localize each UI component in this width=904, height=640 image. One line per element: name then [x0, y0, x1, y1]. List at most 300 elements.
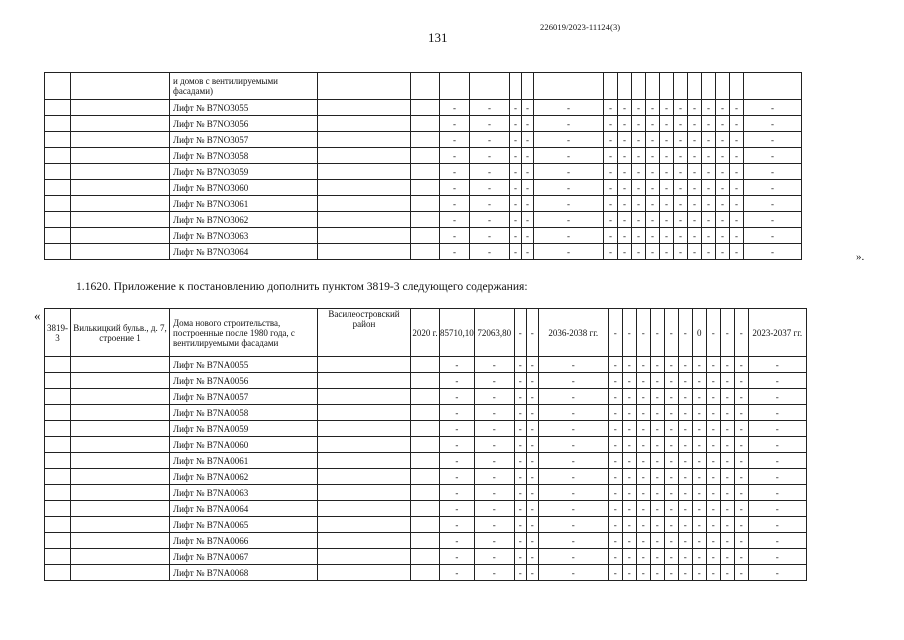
empty-cell — [318, 421, 411, 437]
dash-cell: - — [470, 164, 510, 180]
dash-cell: - — [702, 100, 716, 116]
dash-cell: - — [706, 453, 720, 469]
dash-cell: - — [440, 517, 475, 533]
dash-cell: - — [688, 228, 702, 244]
dash-cell: - — [618, 180, 632, 196]
empty-cell — [318, 565, 411, 581]
dash-cell: - — [510, 148, 522, 164]
dash-cell: - — [734, 533, 748, 549]
empty-cell — [411, 437, 440, 453]
empty-cell — [71, 453, 170, 469]
dash-cell: - — [744, 244, 802, 260]
dash-cell: - — [688, 196, 702, 212]
empty-cell — [411, 164, 440, 180]
dash-cell: - — [440, 565, 475, 581]
dash-cell: - — [646, 132, 660, 148]
dash-cell: - — [526, 373, 538, 389]
dash-cell: - — [664, 437, 678, 453]
dash-cell: - — [660, 116, 674, 132]
empty-cell — [45, 549, 71, 565]
dash-cell: - — [664, 469, 678, 485]
dash-cell: - — [608, 309, 622, 357]
dash-cell: - — [716, 244, 730, 260]
dash-cell: - — [622, 517, 636, 533]
top-table — [44, 72, 802, 260]
dash-cell: - — [734, 421, 748, 437]
empty-cell — [318, 517, 411, 533]
empty-cell — [71, 132, 170, 148]
lift-name: Лифт № B7NA0066 — [170, 533, 318, 549]
dash-cell: - — [692, 533, 706, 549]
empty-cell — [318, 533, 411, 549]
lift-name: Лифт № B7NA0068 — [170, 565, 318, 581]
dash-cell: - — [604, 164, 618, 180]
lift-name: Лифт № B7NO3057 — [170, 132, 318, 148]
dash-cell: - — [514, 405, 526, 421]
area-total: 85710,10 — [440, 309, 475, 357]
dash-cell: - — [440, 549, 475, 565]
lift-row — [45, 116, 802, 132]
dash-cell: - — [514, 469, 526, 485]
empty-cell — [45, 469, 71, 485]
dash-cell: - — [514, 389, 526, 405]
dash-cell: - — [632, 244, 646, 260]
empty-cell — [411, 148, 440, 164]
dash-cell: - — [720, 389, 734, 405]
dash-cell: - — [608, 501, 622, 517]
dash-cell: - — [706, 357, 720, 373]
empty-cell — [318, 212, 411, 228]
dash-cell: - — [650, 565, 664, 581]
dash-cell: - — [636, 373, 650, 389]
empty-cell — [318, 244, 411, 260]
dash-cell: - — [440, 501, 475, 517]
dash-cell: - — [748, 565, 806, 581]
dash-cell: - — [734, 469, 748, 485]
area-living: 72063,80 — [474, 309, 514, 357]
dash-cell: - — [678, 469, 692, 485]
lift-row — [45, 132, 802, 148]
dash-cell: - — [514, 485, 526, 501]
empty-cell — [411, 100, 440, 116]
dash-cell: - — [650, 485, 664, 501]
empty-cell — [411, 228, 440, 244]
dash-cell: - — [526, 501, 538, 517]
dash-cell: - — [674, 212, 688, 228]
dash-cell: - — [608, 565, 622, 581]
empty-cell — [318, 373, 411, 389]
dash-cell: - — [622, 373, 636, 389]
empty-cell — [71, 405, 170, 421]
dash-cell: - — [474, 533, 514, 549]
empty-cell — [411, 421, 440, 437]
dash-cell: - — [440, 180, 470, 196]
dash-cell: - — [678, 309, 692, 357]
dash-cell: - — [474, 357, 514, 373]
dash-cell: - — [440, 148, 470, 164]
dash-cell: - — [474, 421, 514, 437]
dash-cell: - — [470, 132, 510, 148]
dash-cell: - — [706, 501, 720, 517]
empty-cell — [411, 565, 440, 581]
dash-cell: - — [474, 373, 514, 389]
dash-cell: - — [716, 132, 730, 148]
empty-cell — [318, 228, 411, 244]
dash-cell: - — [440, 100, 470, 116]
empty-cell — [411, 389, 440, 405]
lift-name: Лифт № B7NA0060 — [170, 437, 318, 453]
dash-cell: - — [706, 517, 720, 533]
amendment-paragraph: 1.1620. Приложение к постановлению дополнить пунктом 3819-3 следующего содержания: — [76, 280, 528, 293]
lift-row — [45, 196, 802, 212]
dash-cell: - — [692, 469, 706, 485]
dash-cell: - — [692, 565, 706, 581]
dash-cell: - — [526, 437, 538, 453]
dash-cell: - — [636, 357, 650, 373]
lift-name: Лифт № B7NA0065 — [170, 517, 318, 533]
dash-cell: - — [510, 244, 522, 260]
dash-cell: - — [608, 469, 622, 485]
empty-cell — [71, 228, 170, 244]
dash-cell: - — [526, 533, 538, 549]
dash-cell: - — [538, 405, 608, 421]
dash-cell: - — [514, 517, 526, 533]
dash-cell: - — [674, 132, 688, 148]
dash-cell: - — [734, 565, 748, 581]
empty-cell — [71, 180, 170, 196]
dash-cell: - — [650, 437, 664, 453]
dash-cell: - — [734, 549, 748, 565]
empty-cell — [71, 196, 170, 212]
dash-cell: - — [678, 453, 692, 469]
dash-cell: - — [440, 196, 470, 212]
dash-cell: - — [730, 212, 744, 228]
dash-cell: - — [650, 357, 664, 373]
dash-cell: - — [608, 533, 622, 549]
dash-cell: - — [716, 228, 730, 244]
dash-cell: - — [618, 228, 632, 244]
lift-name: Лифт № B7NO3061 — [170, 196, 318, 212]
dash-cell: - — [622, 389, 636, 405]
dash-cell: - — [660, 180, 674, 196]
dash-cell: - — [706, 565, 720, 581]
lift-name: Лифт № B7NO3059 — [170, 164, 318, 180]
dash-cell: - — [514, 309, 526, 357]
dash-cell: - — [632, 132, 646, 148]
dash-cell: - — [636, 517, 650, 533]
dash-cell: - — [688, 148, 702, 164]
dash-cell: - — [692, 357, 706, 373]
empty-cell — [411, 357, 440, 373]
dash-cell: - — [538, 453, 608, 469]
dash-cell: - — [734, 485, 748, 501]
dash-cell: - — [664, 389, 678, 405]
dash-cell: - — [692, 485, 706, 501]
dash-cell: - — [474, 549, 514, 565]
dash-cell: - — [646, 180, 660, 196]
dash-cell: - — [688, 116, 702, 132]
lift-row — [45, 549, 807, 565]
empty-cell — [45, 357, 71, 373]
dash-cell: - — [660, 132, 674, 148]
dash-cell: - — [688, 244, 702, 260]
dash-cell: - — [664, 405, 678, 421]
dash-cell: - — [470, 244, 510, 260]
lift-name: Лифт № B7NO3062 — [170, 212, 318, 228]
dash-cell: - — [618, 244, 632, 260]
dash-cell: - — [664, 533, 678, 549]
dash-cell: - — [522, 212, 534, 228]
lift-row — [45, 373, 807, 389]
dash-cell: - — [716, 212, 730, 228]
dash-cell: - — [526, 517, 538, 533]
lift-name: Лифт № B7NA0055 — [170, 357, 318, 373]
dash-cell: - — [664, 565, 678, 581]
empty-cell — [71, 357, 170, 373]
dash-cell: - — [692, 517, 706, 533]
dash-cell: - — [636, 309, 650, 357]
lift-row — [45, 437, 807, 453]
dash-cell: - — [706, 309, 720, 357]
dash-cell: - — [632, 196, 646, 212]
dash-cell: - — [744, 100, 802, 116]
dash-cell: - — [650, 549, 664, 565]
dash-cell: - — [618, 148, 632, 164]
dash-cell: - — [604, 228, 618, 244]
dash-cell: - — [734, 309, 748, 357]
dash-cell: - — [702, 244, 716, 260]
dash-cell: - — [734, 373, 748, 389]
dash-cell: - — [622, 533, 636, 549]
empty-cell — [71, 148, 170, 164]
empty-cell — [411, 549, 440, 565]
dash-cell: - — [678, 501, 692, 517]
dash-cell: - — [522, 244, 534, 260]
lift-row — [45, 469, 807, 485]
district: Василеостровский район — [318, 309, 411, 357]
dash-cell: - — [674, 100, 688, 116]
dash-cell: - — [706, 437, 720, 453]
dash-cell: - — [646, 212, 660, 228]
lift-name: Лифт № B7NO3063 — [170, 228, 318, 244]
dash-cell: - — [514, 373, 526, 389]
dash-cell: - — [636, 469, 650, 485]
empty-cell — [71, 389, 170, 405]
empty-cell — [45, 405, 71, 421]
dash-cell: - — [474, 453, 514, 469]
dash-cell: - — [440, 485, 475, 501]
building-header-row — [45, 309, 807, 357]
building-type: Дома нового строительства, построенные после 1980 года, с вентилируемыми фасадами — [170, 309, 318, 357]
dash-cell: - — [664, 517, 678, 533]
zero-value: 0 — [692, 309, 706, 357]
dash-cell: - — [692, 437, 706, 453]
lift-row — [45, 100, 802, 116]
lift-name: Лифт № B7NO3058 — [170, 148, 318, 164]
dash-cell: - — [702, 228, 716, 244]
dash-cell: - — [660, 100, 674, 116]
dash-cell: - — [514, 501, 526, 517]
dash-cell: - — [660, 212, 674, 228]
dash-cell: - — [720, 453, 734, 469]
dash-cell: - — [534, 180, 604, 196]
lift-row — [45, 533, 807, 549]
empty-cell — [318, 164, 411, 180]
dash-cell: - — [748, 469, 806, 485]
dash-cell: - — [688, 180, 702, 196]
dash-cell: - — [720, 517, 734, 533]
dash-cell: - — [720, 421, 734, 437]
empty-cell — [318, 405, 411, 421]
lift-row — [45, 565, 807, 581]
dash-cell: - — [702, 164, 716, 180]
dash-cell: - — [678, 389, 692, 405]
dash-cell: - — [538, 421, 608, 437]
dash-cell: - — [650, 421, 664, 437]
bottom-table — [44, 308, 807, 581]
dash-cell: - — [678, 421, 692, 437]
dash-cell: - — [474, 389, 514, 405]
lift-name: Лифт № B7NO3064 — [170, 244, 318, 260]
dash-cell: - — [514, 421, 526, 437]
dash-cell: - — [706, 389, 720, 405]
dash-cell: - — [440, 132, 470, 148]
empty-cell — [45, 212, 71, 228]
dash-cell: - — [716, 148, 730, 164]
dash-cell: - — [622, 453, 636, 469]
dash-cell: - — [650, 533, 664, 549]
dash-cell: - — [522, 196, 534, 212]
dash-cell: - — [440, 244, 470, 260]
dash-cell: - — [522, 180, 534, 196]
dash-cell: - — [526, 485, 538, 501]
dash-cell: - — [474, 517, 514, 533]
dash-cell: - — [646, 164, 660, 180]
dash-cell: - — [510, 132, 522, 148]
dash-cell: - — [674, 228, 688, 244]
dash-cell: - — [440, 405, 475, 421]
dash-cell: - — [474, 565, 514, 581]
dash-cell: - — [538, 485, 608, 501]
dash-cell: - — [440, 357, 475, 373]
dash-cell: - — [748, 405, 806, 421]
empty-cell — [411, 453, 440, 469]
dash-cell: - — [678, 373, 692, 389]
dash-cell: - — [678, 517, 692, 533]
empty-cell — [318, 549, 411, 565]
empty-cell — [318, 132, 411, 148]
dash-cell: - — [702, 148, 716, 164]
dash-cell: - — [688, 212, 702, 228]
dash-cell: - — [748, 517, 806, 533]
dash-cell: - — [470, 116, 510, 132]
empty-cell — [318, 437, 411, 453]
dash-cell: - — [674, 244, 688, 260]
empty-cell — [45, 116, 71, 132]
dash-cell: - — [622, 549, 636, 565]
lift-name: Лифт № B7NA0057 — [170, 389, 318, 405]
dash-cell: - — [514, 565, 526, 581]
lift-row — [45, 421, 807, 437]
dash-cell: - — [526, 469, 538, 485]
page-number: 131 — [428, 30, 448, 45]
lift-row — [45, 501, 807, 517]
dash-cell: - — [730, 100, 744, 116]
dash-cell: - — [716, 196, 730, 212]
dash-cell: - — [674, 196, 688, 212]
dash-cell: - — [622, 405, 636, 421]
dash-cell: - — [702, 116, 716, 132]
dash-cell: - — [526, 453, 538, 469]
empty-cell — [71, 485, 170, 501]
dash-cell: - — [608, 453, 622, 469]
lift-row — [45, 357, 807, 373]
dash-cell: - — [678, 565, 692, 581]
dash-cell: - — [526, 405, 538, 421]
dash-cell: - — [604, 132, 618, 148]
dash-cell: - — [744, 116, 802, 132]
dash-cell: - — [538, 517, 608, 533]
dash-cell: - — [632, 164, 646, 180]
dash-cell: - — [440, 228, 470, 244]
dash-cell: - — [730, 196, 744, 212]
empty-cell — [318, 453, 411, 469]
dash-cell: - — [720, 469, 734, 485]
dash-cell: - — [474, 437, 514, 453]
dash-cell: - — [604, 116, 618, 132]
dash-cell: - — [716, 164, 730, 180]
lift-row — [45, 212, 802, 228]
dash-cell: - — [440, 533, 475, 549]
dash-cell: - — [538, 469, 608, 485]
lift-name: Лифт № B7NA0061 — [170, 453, 318, 469]
dash-cell: - — [730, 148, 744, 164]
dash-cell: - — [646, 228, 660, 244]
empty-cell — [71, 533, 170, 549]
dash-cell: - — [608, 373, 622, 389]
dash-cell: - — [716, 116, 730, 132]
dash-cell: - — [674, 116, 688, 132]
dash-cell: - — [474, 485, 514, 501]
lift-name: Лифт № B7NO3056 — [170, 116, 318, 132]
empty-cell — [45, 196, 71, 212]
dash-cell: - — [618, 100, 632, 116]
dash-cell: - — [692, 501, 706, 517]
dash-cell: - — [692, 421, 706, 437]
empty-cell — [411, 132, 440, 148]
dash-cell: - — [650, 453, 664, 469]
dash-cell: - — [618, 132, 632, 148]
dash-cell: - — [636, 389, 650, 405]
opening-quote: « — [34, 308, 41, 323]
dash-cell: - — [664, 549, 678, 565]
document-number: 226019/2023-11124(3) — [540, 22, 621, 32]
dash-cell: - — [604, 180, 618, 196]
dash-cell: - — [522, 148, 534, 164]
dash-cell: - — [510, 180, 522, 196]
dash-cell: - — [522, 132, 534, 148]
empty-cell — [71, 244, 170, 260]
dash-cell: - — [734, 357, 748, 373]
dash-cell: - — [744, 164, 802, 180]
lift-name: Лифт № B7NA0062 — [170, 469, 318, 485]
dash-cell: - — [604, 196, 618, 212]
lift-name: Лифт № B7NA0064 — [170, 501, 318, 517]
dash-cell: - — [716, 180, 730, 196]
empty-cell — [71, 501, 170, 517]
dash-cell: - — [534, 100, 604, 116]
dash-cell: - — [716, 100, 730, 116]
